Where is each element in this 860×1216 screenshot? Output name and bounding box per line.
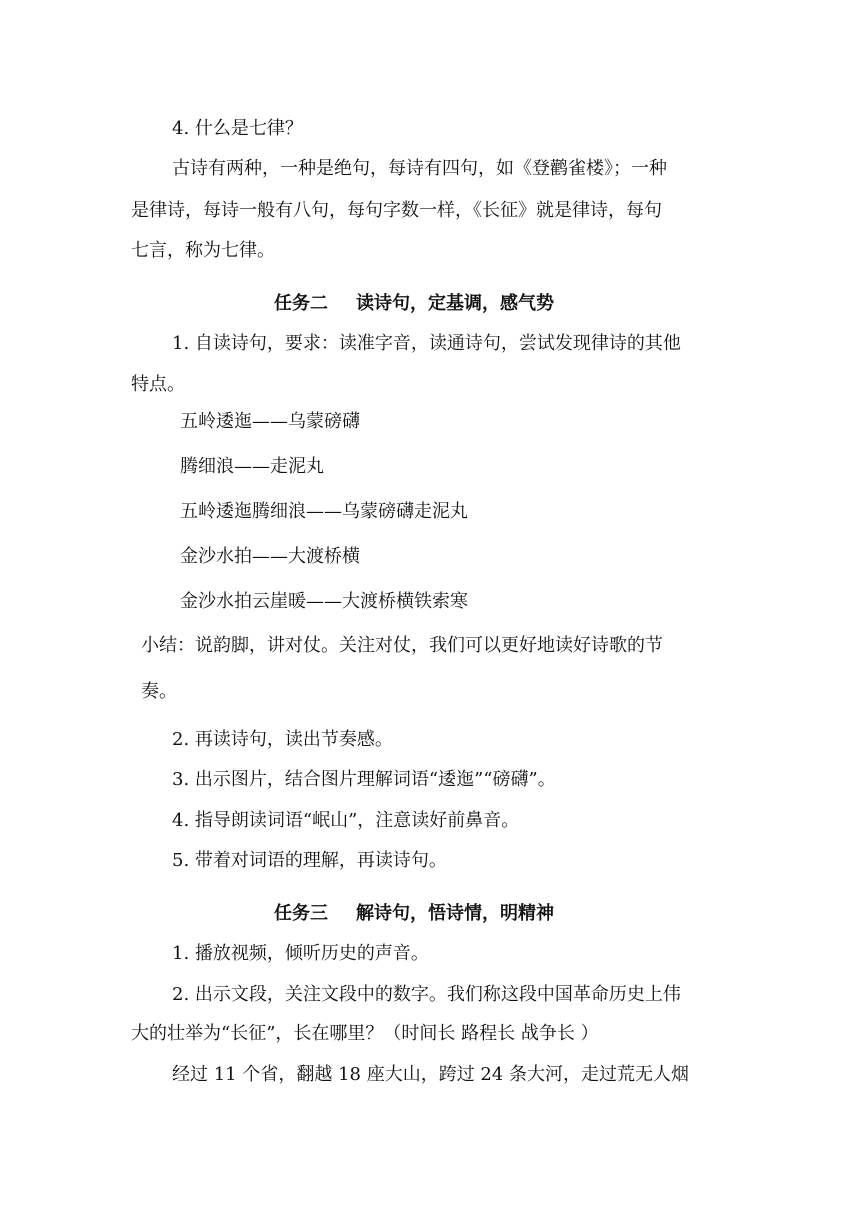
task2-title: 读诗句，定基调，感气势 <box>356 293 554 314</box>
task3-label: 任务三 <box>274 903 328 924</box>
task3-step1: 1. 播放视频，倾听历史的声音。 <box>172 943 429 964</box>
verse-line: 五岭逶迤腾细浪——乌蒙磅礴走泥丸 <box>180 501 468 522</box>
answer-line-2: 是律诗，每诗一般有八句，每句字数一样，《长征》就是律诗，每句 <box>131 200 662 221</box>
task3-step2-line-2: 大的壮举为“长征”，长在哪里？（时间长 路程长 战争长 ） <box>131 1023 599 1044</box>
task3-passage-line: 经过 11 个省，翻越 18 座大山，跨过 24 条大河，走过荒无人烟 <box>172 1064 690 1085</box>
answer-line-1: 古诗有两种，一种是绝句，每诗有四句，如《登鹳雀楼》；一种 <box>172 158 667 179</box>
verse-line: 腾细浪——走泥丸 <box>180 456 324 477</box>
task3-title: 解诗句，悟诗情，明精神 <box>356 903 554 924</box>
verse-line: 五岭逶迤——乌蒙磅礴 <box>180 411 360 432</box>
answer-line-3: 七言，称为七律。 <box>131 240 275 261</box>
task2-step: 4. 指导朗读词语“岷山”，注意读好前鼻音。 <box>172 810 520 831</box>
question-qilv: 4. 什么是七律？ <box>172 118 303 139</box>
task2-step: 5. 带着对词语的理解，再读诗句。 <box>172 850 447 871</box>
verse-line: 金沙水拍——大渡桥横 <box>180 546 360 567</box>
summary-line-1: 小结：说韵脚，讲对仗。关注对仗，我们可以更好地读好诗歌的节 <box>141 635 663 656</box>
task2-step1-line-1: 1. 自读诗句，要求：读准字音，读通诗句，尝试发现律诗的其他 <box>172 333 681 354</box>
task2-heading <box>274 292 554 316</box>
summary-line-2: 奏。 <box>141 681 177 702</box>
verse-line: 金沙水拍云崖暖——大渡桥横铁索寒 <box>180 591 468 612</box>
task3-heading <box>274 902 554 926</box>
task2-step: 3. 出示图片，结合图片理解词语“逶迤”“磅礴”。 <box>172 769 556 790</box>
task3-step2-line-1: 2. 出示文段，关注文段中的数字。我们称这段中国革命历史上伟 <box>172 984 681 1005</box>
task2-step: 2. 再读诗句，读出节奏感。 <box>172 729 393 750</box>
task2-step1-line-2: 特点。 <box>131 374 185 395</box>
task2-label: 任务二 <box>274 293 328 314</box>
